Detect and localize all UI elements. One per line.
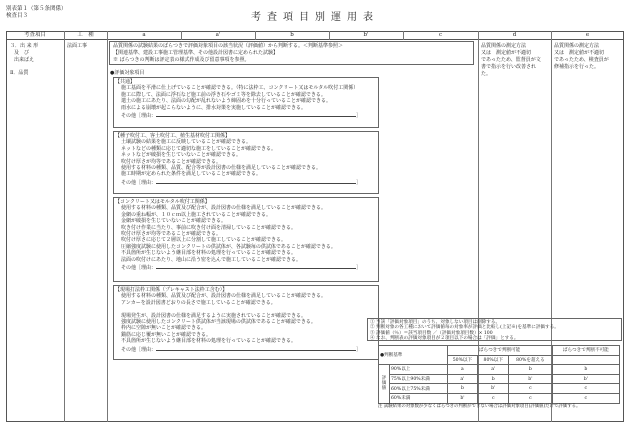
notes-box	[367, 318, 622, 341]
work-kind: 法面工事	[67, 43, 88, 49]
other-reason-row	[115, 178, 361, 186]
col-d-text: 又は 測定値が不適切	[481, 50, 532, 56]
criteria-cell: a'	[447, 374, 478, 384]
criteria-cell: b	[552, 365, 619, 375]
col-e-text: 修補指示を行った。	[554, 64, 600, 70]
section-concrete-spray	[113, 197, 379, 282]
check-item: 施工基面を平滑に仕上げていることが確認できる。（特に法枠工、コンクリート又はモルタル吹付工関係）	[121, 85, 359, 92]
other-reason-label: その他［理由：	[121, 179, 157, 186]
check-item: 吹き付け作業に当たり、事前に吹き付け面を清掃していることが確認できる。	[121, 224, 297, 231]
col-divider	[107, 31, 108, 422]
header-divider	[6, 39, 624, 40]
criteria-cell: a	[447, 365, 478, 375]
check-item: 吹付け厚さに応じて２層以上に分割して施工していることが確認できる。	[121, 237, 287, 244]
check-item: 施工に際して、法面に浮石など施工前の浮き石やゴミ等を除去していることが確認できる。	[121, 91, 326, 98]
reason-field[interactable]	[156, 263, 356, 269]
col-header-c: c	[438, 32, 443, 38]
col-e-text: 品質関係の測定方法	[554, 43, 600, 49]
check-item: 強度試験に使用したコンクリート供試体が当該現場の供試体であることが確認できる。	[121, 319, 316, 326]
section-heading: 【コンクリート又はモルタル吹付工関係】	[115, 199, 210, 205]
check-item: 雨水による崩壊が起こらないように、排水対策を実施していることが確認できる。	[121, 104, 307, 111]
col-d-text: 品質関係の測定方法	[481, 43, 527, 49]
col-e-text: であったため、検査員が	[554, 57, 609, 63]
note-line: ② 判断対象の各工種において評価値毎の対象率が評価と比較し(上記※)を基準に評価する。	[370, 325, 559, 331]
item-label: 出来ばえ	[14, 57, 35, 63]
note-line: ① 当該「評価対象項目」のうち、対象しない項目は削除する。	[370, 320, 501, 325]
section-heading: 【共通】	[115, 79, 136, 85]
check-item: 吹付け厚さが均等であることが確認できる。	[121, 158, 222, 165]
col-divider	[64, 31, 65, 422]
criteria-cell: b'	[509, 374, 552, 384]
check-item: 不具箇所が生じないよう継目部を材料の処理を行っていることが確認できる。	[121, 250, 297, 257]
criteria-table	[378, 345, 620, 404]
note-line: ④ なお、判断表の評価対象項目が２項目以下の場合は「評価」とする。	[370, 336, 519, 342]
criteria-cell: a'	[478, 365, 509, 375]
check-item: 金網が破損を生じていないことが確認できる。	[121, 218, 227, 225]
check-item: 使用する材料の種類、品質及び配合が、設計図書の仕様を満足していることが確認できる。	[121, 293, 327, 300]
section-heading: 【現場打法枠工関係（プレキャスト法枠工含む）】	[115, 287, 228, 293]
criteria-title: ●判断基準	[379, 346, 448, 365]
col-header-e: e	[585, 32, 590, 38]
item-label: 及 び	[14, 50, 30, 56]
reason-field[interactable]	[156, 345, 356, 351]
col-d-text: 書で指示を行い改善され	[481, 64, 537, 70]
other-reason-label: その他［理由：	[121, 113, 157, 120]
other-reason-row	[115, 263, 361, 271]
check-item: 金網の重ね幅が、１０ｃｍ以上施工されていることが確認できる。	[121, 211, 272, 218]
criteria-row-label: 60%以上75%未満	[390, 384, 448, 394]
intro-box	[109, 41, 474, 65]
criteria-col: 50%以下	[447, 355, 478, 365]
item-sub-label: Ⅱ．品質	[10, 70, 29, 76]
col-header-a-prime: a'	[215, 32, 221, 38]
section-common	[113, 77, 379, 128]
col-e-text: 又は 測定値が不適切	[554, 50, 605, 56]
intro-line: 品質関係の試験結果のばらつきで評価対象項目の該当状況（評価値）から判断する。＜判断基準参照＞	[113, 43, 343, 49]
intro-line: 【関連基準、建設工事施工管理基準、その他設計図書に定められた試験】	[113, 50, 279, 56]
check-item: 枠内に空隙が無いことが確認できる。	[121, 325, 207, 332]
bracket-close: ］	[356, 346, 362, 353]
criteria-cell: c	[552, 393, 619, 403]
criteria-row-label: 90%以上	[390, 365, 448, 375]
criteria-row-label: 60%未満	[390, 393, 448, 403]
check-item: 錨筋に応じ覆が無いことが確認できる。	[121, 331, 212, 338]
other-reason-label: その他［理由：	[121, 265, 157, 272]
reason-field[interactable]	[156, 111, 356, 117]
criteria-cell: c	[509, 393, 552, 403]
footnote: 注 試験結果の対象数が少なくばらつきの判断ができない場合は評価対象項目(評価値)だけで評価する。	[378, 404, 581, 409]
section-heading: 【種子吹付工、客土吹付工、植生基材吹付工関係】	[115, 133, 231, 139]
check-item: 吹付け厚さが均等であることが確認できる。	[121, 231, 222, 238]
item-label: ３．出 来 形	[10, 43, 39, 49]
col-d-text: た。	[481, 71, 492, 77]
criteria-cell: c	[478, 393, 509, 403]
criteria-cell: c	[509, 384, 552, 394]
note-line: ③ 評価値（％）＝該当項目数 ／（評価対象項目数）× 100	[370, 330, 493, 336]
criteria-rowhead: 評価値	[379, 365, 390, 403]
criteria-row-label: 75%以上90%未満	[390, 374, 448, 384]
criteria-cell: c	[552, 384, 619, 394]
criteria-cell: b'	[552, 374, 619, 384]
criteria-cell: b	[447, 384, 478, 394]
check-item: 遣土の施工にあたり、法面の勾配が乱れないよう締固めを十分行っていることが確認できる。	[121, 98, 332, 105]
check-item: ネットなどの種類に応じて適切な施工をしていることが確認できる。	[121, 145, 277, 152]
section-content	[115, 133, 361, 186]
col-header-a: a	[142, 32, 146, 38]
other-reason-label: その他［理由：	[121, 346, 157, 353]
reason-field[interactable]	[156, 178, 356, 184]
col-header-kind: 工 種	[77, 32, 94, 38]
criteria-group-no-variance: ばらつきで判断不可能	[552, 346, 619, 356]
bracket-close: ］	[356, 113, 362, 120]
check-item: 施工時期が定められた条件を満足していることが確認できる。	[121, 171, 262, 178]
other-reason-row	[115, 111, 361, 119]
check-item: 法面の吹付けにあたり、地山に沿う密を込んで施工していることが確認できる。	[121, 256, 302, 263]
col-header-d: d	[512, 32, 517, 38]
check-item: 使用する材料の種類、品質、配合等が設計図書の仕様を満足していることが確認できる。	[121, 165, 322, 172]
intro-line: ※ ばらつきの判断は評定表の様式作成及び留意事項を参照。	[113, 57, 250, 63]
check-item: ネットなどが破損を生じていないことが確認できる。	[121, 152, 242, 159]
criteria-group-variance: ばらつきで判断可能	[447, 346, 552, 356]
criteria-cell: b'	[447, 393, 478, 403]
doc-ref: 別表第１（第５条関係）	[6, 6, 67, 12]
section-label: ●評価対象項目	[110, 70, 145, 76]
check-item: アンカーを設計図書どおりの長さで施工していることが確認できる。	[121, 299, 276, 306]
criteria-cell: b'	[478, 384, 509, 394]
page-title: 考査項目別運用表	[251, 12, 379, 23]
bracket-close: ］	[356, 265, 362, 272]
check-item: 現場発生が、設計図書の仕様を満足するように実施されていることが確認できる。	[121, 312, 307, 319]
criteria-cell: b	[509, 365, 552, 375]
sub-ref: 検査目３	[6, 13, 29, 19]
col-d-text: であったため、監督員が文	[481, 57, 541, 63]
check-item: 使用する材料の種類、品質及び配合が、設計図書の仕様を満足していることが確認できる。	[121, 205, 327, 212]
section-content	[115, 199, 361, 271]
criteria-col-empty	[552, 355, 619, 365]
col-header-b: b	[290, 32, 294, 38]
section-frame-work	[113, 285, 379, 360]
section-content	[115, 287, 361, 353]
other-reason-row	[115, 345, 361, 353]
col-header-item: 考査項目	[23, 32, 46, 38]
check-item: 土壌試験の結果を施工に反映していることが確認できる。	[121, 139, 252, 146]
check-item: 圧縮強度試験に使用したコンクリートの供試体が、各試験毎の供試体であることが確認できる。	[121, 243, 336, 250]
col-header-b-prime: b'	[363, 32, 369, 38]
criteria-col: 80%を超える	[509, 355, 552, 365]
bracket-close: ］	[356, 179, 362, 186]
section-seed-spray	[113, 131, 379, 194]
section-content	[115, 79, 361, 119]
check-item: 不具箇所が生じないよう継目部を材料の処理を行っていることが確認できる。	[121, 338, 297, 345]
criteria-col: 80%以下	[478, 355, 509, 365]
criteria-cell: b	[478, 374, 509, 384]
